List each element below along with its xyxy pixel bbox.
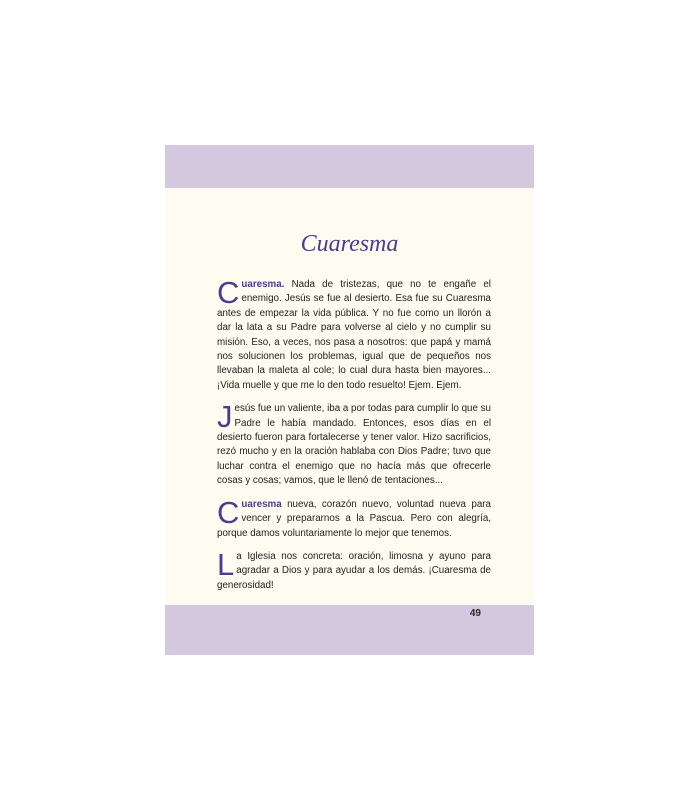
paragraph <box>217 494 491 541</box>
book-page <box>165 145 534 655</box>
lead-word: uaresma <box>241 498 282 510</box>
lead-word: uaresma. <box>241 279 285 290</box>
drop-cap: C <box>217 275 240 310</box>
paragraph-text: a Iglesia nos concreta: oración, limosna y ayuno para agradar a Dios y para ayudar a los demás. ¡Cuaresma de generosidad! <box>217 550 491 591</box>
drop-cap: L <box>217 546 235 582</box>
page-title: Cuaresma <box>300 231 399 257</box>
paragraph <box>217 399 492 488</box>
footer-band <box>165 605 534 655</box>
drop-cap: J <box>217 399 233 435</box>
paragraph-text: esús fue un valiente, iba a por todas para cumplir lo que su Padre le había mandado. Entonces, esos días en el desierto fueron para fortalecerse y tener valor. Hizo sacrificios, rezó mucho y en la oración hablaba con Dios Padre; tuvo que luchar contra el enemigo que no hacía más que ofrecerle cosas y cosas; vamos, que le llenó de tentaciones... <box>217 403 492 487</box>
drop-cap: C <box>217 494 240 530</box>
body-text <box>217 275 492 602</box>
paragraph <box>217 546 491 593</box>
paragraph <box>217 275 491 393</box>
header-band <box>165 145 534 188</box>
page-number: 49 <box>469 608 481 619</box>
paragraph-text: Nada de tristezas, que no te engañe el enemigo. Jesús se fue al desierto. Esa fue su Cuaresma antes de empezar la vida pública. Y no fue como un llorón a dar la lata a su Padre para volverse al cielo y no cumplir su misión. Eso, a veces, nos pasa a nosotros: que papá y mamá nos solucionen los problemas, igual que de pequeños nos llevaban la maleta al cole; lo cual dura hasta bien mayores... ¡Vida muelle y que me lo den todo resuelto! Ejem. Ejem. <box>217 279 491 391</box>
paragraph-text: nueva, corazón nuevo, voluntad nueva para vencer y prepararnos a la Pascua. Pero con alegría, porque damos voluntariamente lo mejor que tenemos. <box>217 498 491 539</box>
